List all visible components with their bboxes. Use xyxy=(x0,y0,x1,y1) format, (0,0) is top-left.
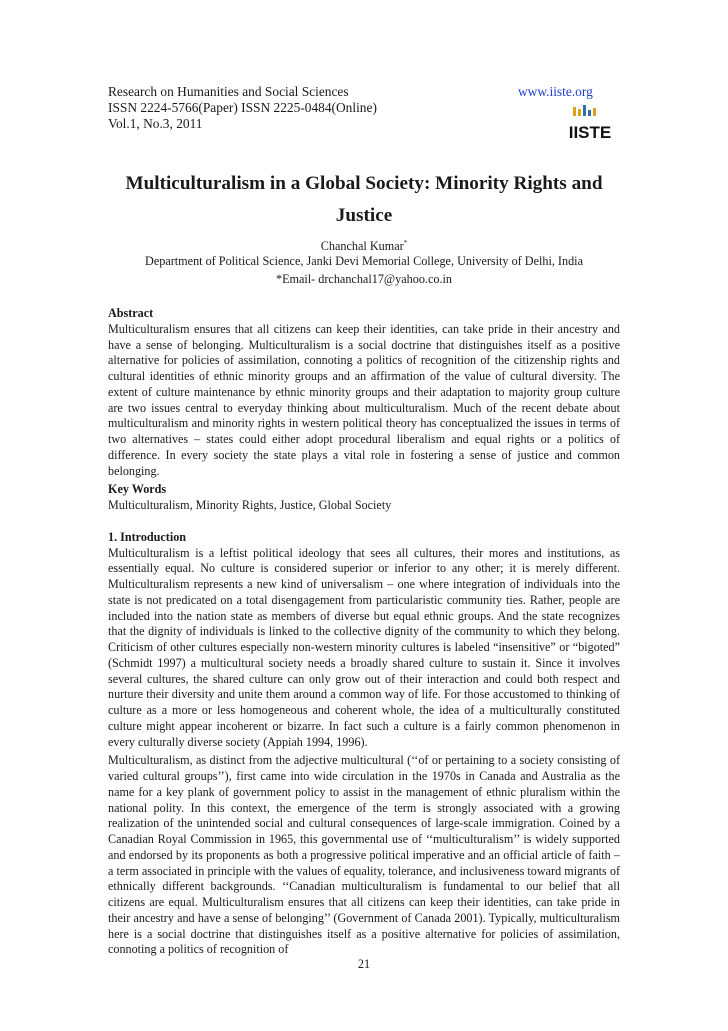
introduction-paragraph-2: Multiculturalism, as distinct from the adjective multicultural (‘‘of or pertaining to a society consisting of varied cultural groups’’), first came into wide circulation in the 1970s in Canada and Australia as the name for a key plank of government policy to assist in the management of ethnic pluralism within the national polity. In this context, the emergence of the term is strongly associated with a growing realization of the unintended social and cultural consequences of large-scale immigration. Coined by a Canadian Royal Commission in 1965, this governmental use of ‘‘multiculturalism’’ is widely supported and endorsed by its proponents as both a progressive political imperative and an official article of faith – a term associated in principle with the values of equality, tolerance, and inclusiveness toward migrants of ethnically different backgrounds. ‘‘Canadian multiculturalism is fundamental to our belief that all citizens are equal. Multiculturalism ensures that all citizens can keep their identities, can take pride in their ancestry and have a sense of belonging’’ (Government of Canada 2001). Typically, multiculturalism here is a social doctrine that distinguishes itself as a positive alternative for policies of assimilation, connoting a politics of recognition of xyxy=(108,753,620,957)
keywords-heading: Key Words xyxy=(108,482,167,497)
journal-url-link[interactable]: www.iiste.org xyxy=(518,84,593,99)
keywords-text: Multiculturalism, Minority Rights, Justice, Global Society xyxy=(108,498,392,512)
journal-name: Research on Humanities and Social Sciences xyxy=(108,84,349,99)
volume-line: Vol.1, No.3, 2011 xyxy=(108,116,203,131)
author-affiliation: Department of Political Science, Janki Devi Memorial College, University of Delhi, India xyxy=(145,254,583,268)
page-number: 21 xyxy=(357,957,371,971)
author-name: Chanchal Kumar xyxy=(320,239,404,254)
introduction-paragraph-1: Multiculturalism is a leftist political ideology that sees all cultures, their mores and institutions, as essentially equal. No culture is considered superior or inferior to any other; it is merely different. Multiculturalism represents a new kind of universalism – one where integration of individuals into the state is not predicated on a total disengagement from particularistic community ties. Rather, people are included into the nation state as members of diverse but equal ethnic groups. And the state recognizes that the dignity of individuals is linked to the collective dignity of the community to which they belong. Criticism of other cultures especially non-western minority cultures is labeled “insensitive” or “bigoted” (Schmidt 1997) a multicultural society needs a broadly shared culture to sustain it. Since it involves several cultures, the shared culture can only grow out of their interaction and could both respect and nurture their diversity and unite them around a common way of life. For those accustomed to thinking of culture as a more or less homogeneous and coherent whole, the idea of a multiculturally constituted culture might appear incoherent or bizarre. In fact such a culture is a fairly common phenomenon in every culturally diverse society (Appiah 1994, 1996). xyxy=(108,545,620,749)
abstract-text: Multiculturalism ensures that all citizens can keep their identities, can take pride in their ancestry and have a sense of belonging. Multiculturalism is a social doctrine that distinguishes itself as a positive alternative for policies of assimilation, connoting a politics of recognition of the citizenship rights and cultural identities of ethnic minority groups and an affirmation of the value of cultural diversity. The extent of culture maintenance by ethnic minority groups and their adaptation to majority group culture are two issues central to everyday thinking about multiculturalism. Much of the recent debate about multiculturalism and minority rights in western political theory has conceptualized the issues in terms of two alternatives – states could either adopt procedural liberalism and equal rights or a politics of difference. In every society the state plays a vital role in fostering a sense of justice and common belonging. xyxy=(108,321,620,478)
iiste-logo xyxy=(567,104,613,144)
author-line xyxy=(108,236,620,253)
issn-line: ISSN 2224-5766(Paper) ISSN 2225-0484(Online) xyxy=(108,100,377,115)
abstract-heading: Abstract xyxy=(108,306,154,320)
logo-text: IISTE xyxy=(568,123,612,142)
paper-body xyxy=(108,306,620,958)
paper-title: Multiculturalism in a Global Society: Minority Rights and Justice xyxy=(125,173,603,226)
author-marker: * xyxy=(403,239,408,247)
introduction-heading: 1. Introduction xyxy=(108,529,187,544)
author-email: *Email- drchanchal17@yahoo.co.in xyxy=(275,272,453,286)
